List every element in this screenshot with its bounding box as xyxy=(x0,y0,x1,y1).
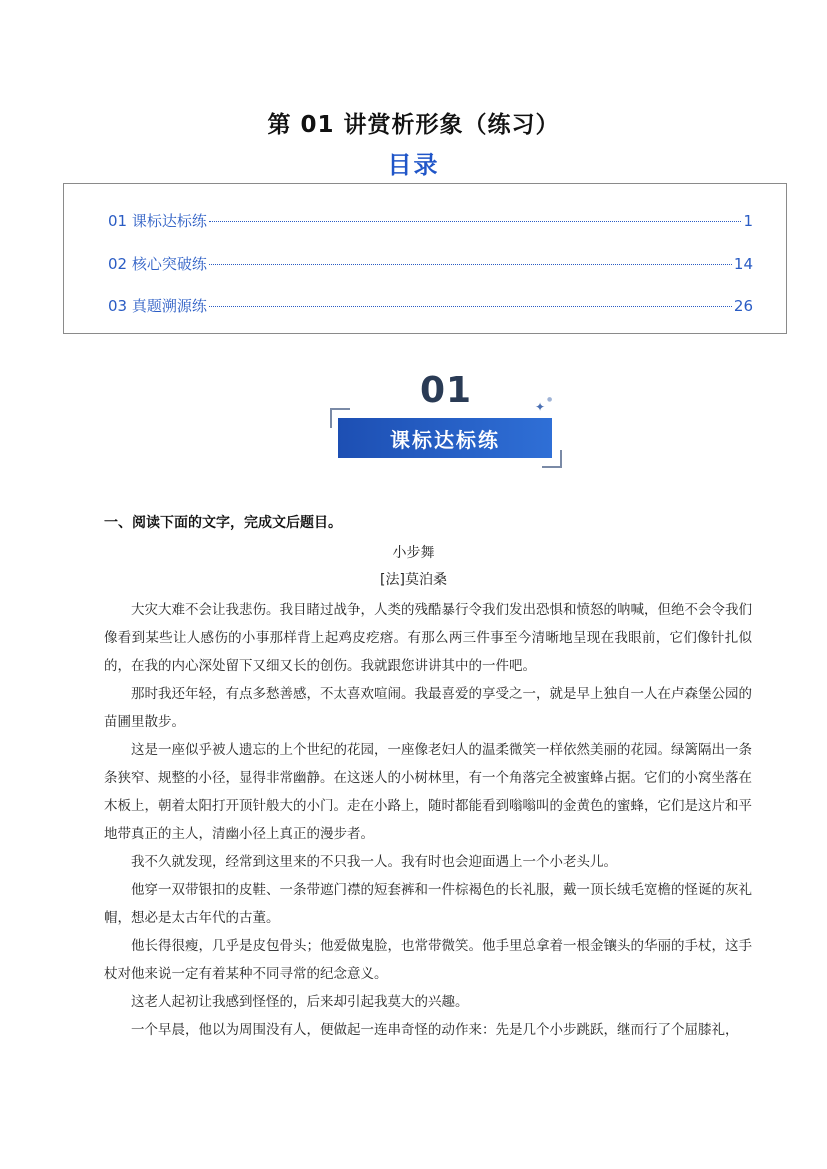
paragraph: 他长得很瘦，几乎是皮包骨头；他爱做鬼脸，也常带微笑。他手里总拿着一根金镶头的华丽的手杖，这手杖对他来说一定有着某种不同寻常的纪念意义。 xyxy=(104,938,752,982)
toc-item-2[interactable] xyxy=(108,253,753,275)
toc-leader-dots xyxy=(209,264,732,265)
paragraph: 那时我还年轻，有点多愁善感，不太喜欢喧闹。我最喜爱的享受之一，就是早上独自一人在卢森堡公园的苗圃里散步。 xyxy=(104,686,752,730)
toc-item-page: 1 xyxy=(743,212,753,230)
table-of-contents xyxy=(63,183,787,334)
toc-item-page: 26 xyxy=(733,297,753,315)
toc-item-page: 14 xyxy=(733,255,753,273)
toc-leader-dots xyxy=(209,306,732,307)
paragraph: 这是一座似乎被人遗忘的上个世纪的花园，一座像老妇人的温柔微笑一样依然美丽的花园。绿篱隔出一条条狭窄、规整的小径，显得非常幽静。在这迷人的小树林里，有一个角落完全被蜜蜂占据。它们的小窝坐落在木板上，朝着太阳打开顶针般大的小门。走在小路上，随时都能看到嗡嗡叫的金黄色的蜜蜂，它们是这片和平地带真正的主人，清幽小径上真正的漫步者。 xyxy=(104,742,752,842)
toc-item-1[interactable] xyxy=(108,210,753,232)
article-author: [法]莫泊桑 xyxy=(380,572,447,588)
question-heading: 一、阅读下面的文字，完成文后题目。 xyxy=(104,515,342,531)
section-label: 课标达标练 xyxy=(338,418,552,458)
sparkle-icon: ✦ xyxy=(535,400,546,414)
document-title: 第 01 讲赏析形象（练习） xyxy=(267,112,560,138)
article-body xyxy=(104,596,752,1044)
paragraph: 我不久就发现，经常到这里来的不只我一人。我有时也会迎面遇上一个小老头儿。 xyxy=(131,854,617,870)
toc-item-label: 01 课标达标练 xyxy=(108,212,207,230)
paragraph: 这老人起初让我感到怪怪的，后来却引起我莫大的兴趣。 xyxy=(131,994,469,1010)
article-title: 小步舞 xyxy=(392,545,435,561)
toc-leader-dots xyxy=(209,221,742,222)
toc-item-label: 02 核心突破练 xyxy=(108,255,207,273)
toc-item-label: 03 真题溯源练 xyxy=(108,297,207,315)
paragraph: 他穿一双带银扣的皮鞋、一条带遮门襟的短套裤和一件棕褐色的长礼服，戴一顶长绒毛宽檐的怪诞的灰礼帽，想必是太古年代的古董。 xyxy=(104,882,752,926)
paragraph: 一个早晨，他以为周围没有人，便做起一连串奇怪的动作来：先是几个小步跳跃，继而行了个屈膝礼， xyxy=(131,1022,739,1038)
section-number: 01 xyxy=(419,370,473,411)
paragraph: 大灾大难不会让我悲伤。我目睹过战争，人类的残酷暴行令我们发出恐惧和愤怒的呐喊，但绝不会令我们像看到某些让人感伤的小事那样背上起鸡皮疙瘩。有那么两三件事至今清晰地呈现在我眼前，它们像针扎似的，在我的内心深处留下又细又长的创伤。我就跟您讲讲其中的一件吧。 xyxy=(104,602,752,674)
toc-item-3[interactable] xyxy=(108,295,753,317)
section-badge xyxy=(330,370,562,470)
sparkle-icon: ● xyxy=(547,396,553,403)
toc-heading: 目录 xyxy=(387,151,440,179)
